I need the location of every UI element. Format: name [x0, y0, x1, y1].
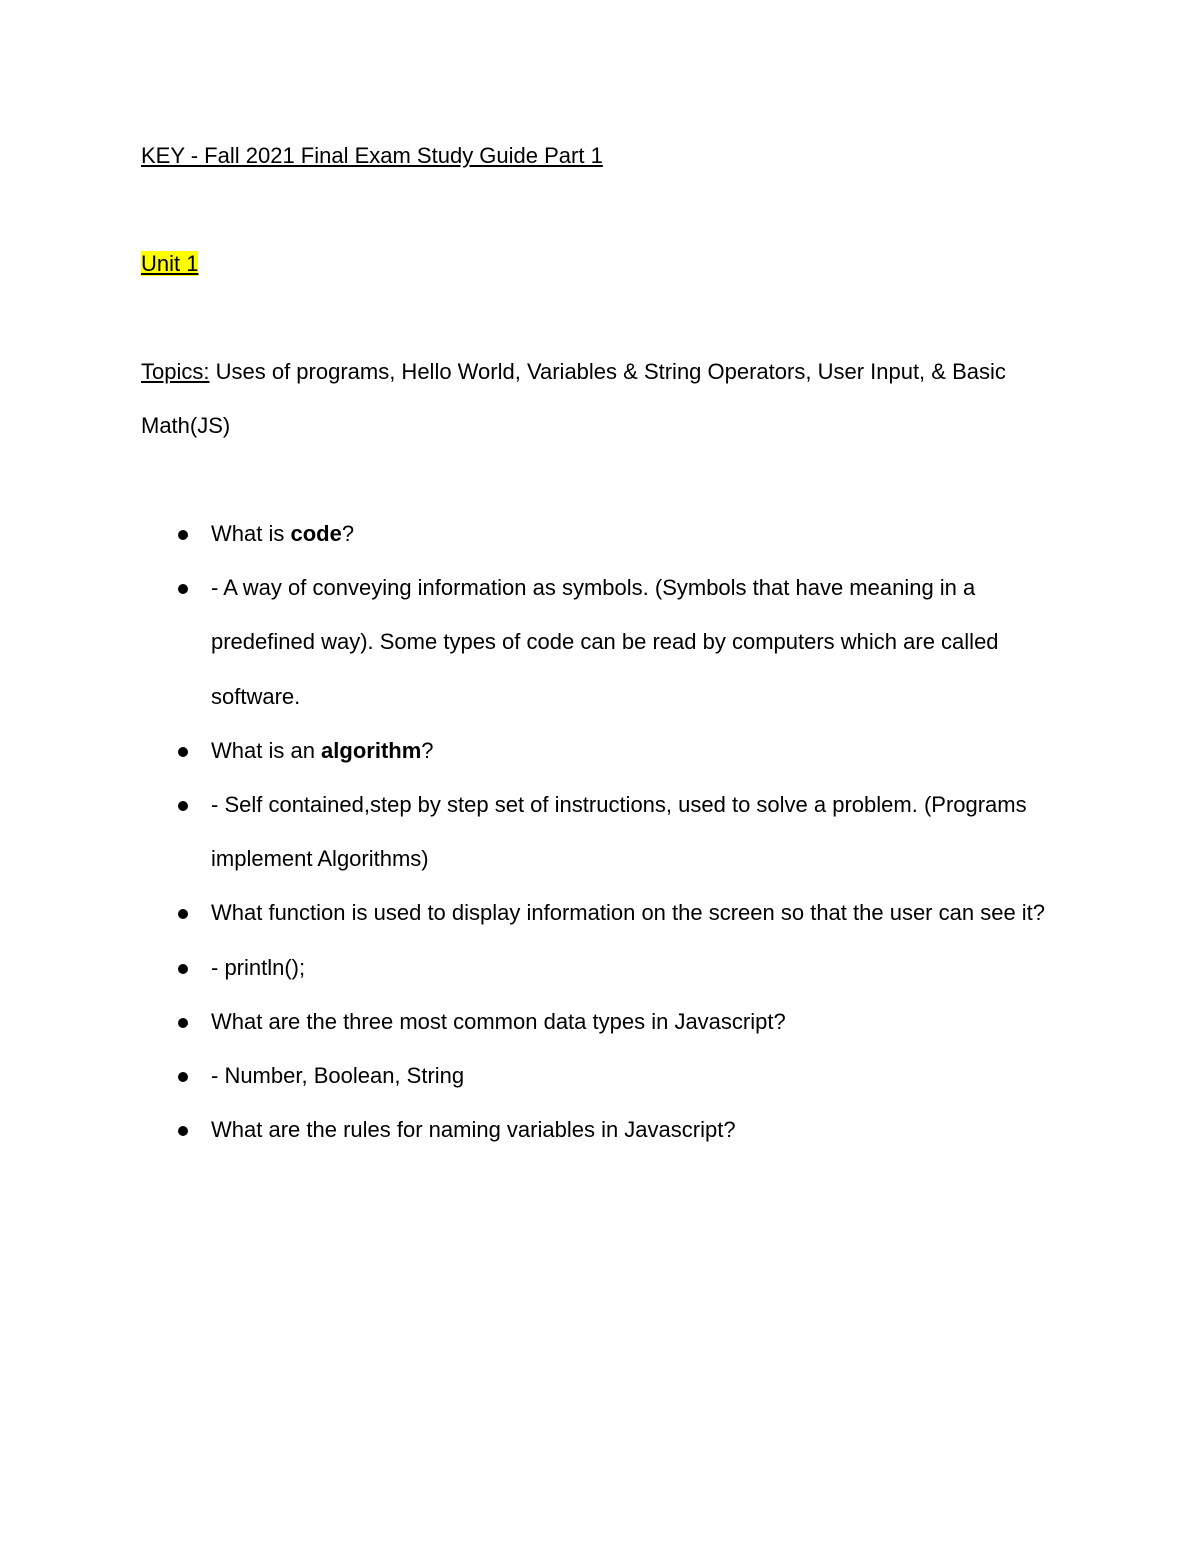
bullet-icon — [178, 1018, 188, 1028]
unit-heading — [141, 249, 198, 279]
bullet-icon — [178, 1126, 188, 1136]
list-item: - A way of conveying information as symbols. (Symbols that have meaning in a predefined way). Some types of code can be read by computers which are called software. — [211, 561, 1071, 724]
bullet-icon — [178, 801, 188, 811]
list-item: What are the three most common data types in Javascript? — [211, 995, 1071, 1049]
topics-text: Uses of programs, Hello World, Variables & String Operators, User Input, & Basic Math(JS) — [141, 359, 1006, 438]
topics-paragraph — [141, 345, 1041, 453]
list-item: What function is used to display information on the screen so that the user can see it? — [211, 886, 1071, 940]
topics-label: Topics: — [141, 359, 210, 384]
bullet-icon — [178, 964, 188, 974]
question-list — [211, 507, 1071, 1157]
bullet-icon — [178, 909, 188, 919]
bullet-icon — [178, 747, 188, 757]
bullet-icon — [178, 584, 188, 594]
list-item: What is code? — [211, 507, 1071, 561]
document-title: KEY - Fall 2021 Final Exam Study Guide Part 1 — [141, 143, 603, 168]
list-item: What are the rules for naming variables in Javascript? — [211, 1103, 1071, 1157]
bullet-icon — [178, 1072, 188, 1082]
list-item: What is an algorithm? — [211, 724, 1071, 778]
bullet-icon — [178, 530, 188, 540]
unit-heading-label: Unit 1 — [141, 251, 199, 276]
list-item: - Number, Boolean, String — [211, 1049, 1071, 1103]
list-item: - Self contained,step by step set of instructions, used to solve a problem. (Programs implement Algorithms) — [211, 778, 1071, 886]
list-item: - println(); — [211, 941, 1071, 995]
